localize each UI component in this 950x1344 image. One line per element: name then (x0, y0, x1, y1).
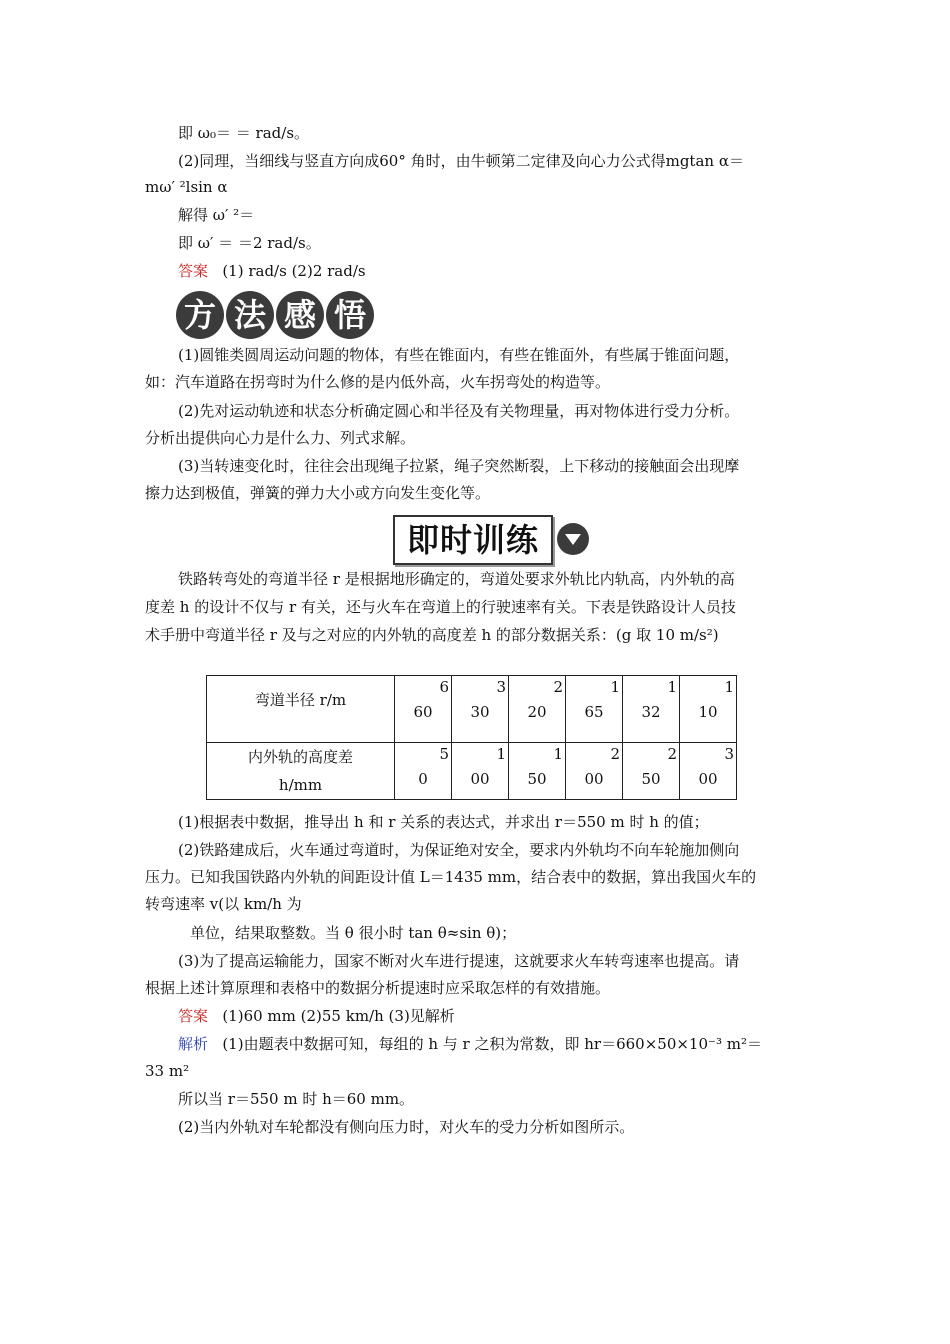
table-cell: 1 65 (566, 676, 623, 743)
analysis-line-3: 所以当 r＝550 m 时 h＝60 mm。 (178, 1090, 415, 1108)
derivation-line-1: 即 ω₀＝ ＝ rad/s。 (178, 124, 310, 142)
table-row (207, 676, 737, 743)
practice-heading: 即时训练 (393, 515, 553, 565)
table-cell: 1 10 (680, 676, 737, 743)
table-cell: 1 50 (509, 743, 566, 800)
table-header-radius (207, 676, 395, 743)
method-heading-char-4: 悟 (326, 291, 374, 339)
answer-text: (1) rad/s (2)2 rad/s (222, 262, 366, 280)
derivation-line-2: (2)同理，当细线与竖直方向成60° 角时，由牛顿第二定律及向心力公式得mgtan α＝ (178, 152, 744, 170)
question-1: (1)根据表中数据，推导出 h 和 r 关系的表达式，并求出 r＝550 m 时 h 的值； (178, 813, 709, 831)
radius-header-label: 弯道半径 r/m (254, 691, 347, 709)
table-cell: 5 0 (395, 743, 452, 800)
triangle-down-icon (557, 523, 589, 555)
data-table (206, 675, 737, 800)
method-heading-char-3: 感 (276, 291, 324, 339)
question-3a: (3)为了提高运输能力，国家不断对火车进行提速，这就要求火车转弯速率也提高。请 (178, 952, 740, 970)
derivation-line-5: 即 ω′ ＝ ＝2 rad/s。 (178, 234, 321, 252)
problem-line-2: 度差 h 的设计不仅与 r 有关，还与火车在弯道上的行驶速率有关。下表是铁路设计人员技 (145, 598, 736, 616)
method-p2a: (2)先对运动轨迹和状态分析确定圆心和半径及有关物理量，再对物体进行受力分析。 (178, 402, 740, 420)
derivation-line-4: 解得 ω′ ²＝ (178, 206, 255, 224)
table-cell: 1 00 (452, 743, 509, 800)
analysis-text-1: (1)由题表中数据可知，每组的 h 与 r 之积为常数，即 hr＝660×50×10⁻³ m²＝ (222, 1035, 762, 1053)
answer-line-2 (178, 1003, 455, 1029)
method-heading (176, 291, 374, 339)
analysis-line-4: (2)当内外轨对车轮都没有侧向压力时，对火车的受力分析如图所示。 (178, 1118, 635, 1136)
table-cell: 2 20 (509, 676, 566, 743)
question-2b: 压力。已知我国铁路内外轨的间距设计值 L＝1435 mm，结合表中的数据，算出我国火车的 (145, 868, 757, 886)
method-p1a: (1)圆锥类圆周运动问题的物体，有些在锥面内，有些在锥面外，有些属于锥面问题， (178, 346, 740, 364)
table-cell: 1 32 (623, 676, 680, 743)
method-heading-char-2: 法 (226, 291, 274, 339)
derivation-line-3: mω′ ²lsin α (145, 178, 228, 196)
table-row (207, 743, 737, 800)
table-cell: 2 50 (623, 743, 680, 800)
answer-label: 答案 (178, 262, 209, 280)
answer-label-2: 答案 (178, 1007, 209, 1025)
height-header-label-b: h/mm (278, 776, 323, 794)
answer-line-1 (178, 258, 366, 284)
table-header-height (207, 743, 395, 800)
question-2d: 单位，结果取整数。当 θ 很小时 tan θ≈sin θ)； (190, 924, 517, 942)
table-cell: 2 00 (566, 743, 623, 800)
height-header-label-a: 内外轨的高度差 (247, 748, 353, 766)
analysis-label: 解析 (178, 1035, 209, 1053)
method-p3b: 擦力达到极值，弹簧的弹力大小或方向发生变化等。 (145, 484, 491, 502)
analysis-line-2: 33 m² (145, 1062, 190, 1080)
method-heading-char-1: 方 (176, 291, 224, 339)
question-2a: (2)铁路建成后，火车通过弯道时，为保证绝对安全，要求内外轨均不向车轮施加侧向 (178, 841, 740, 859)
analysis-line-1 (178, 1031, 762, 1057)
method-p2b: 分析出提供向心力是什么力、列式求解。 (145, 429, 416, 447)
table-cell: 6 60 (395, 676, 452, 743)
method-p1b: 如：汽车道路在拐弯时为什么修的是内低外高，火车拐弯处的构造等。 (145, 373, 611, 391)
question-3b: 根据上述计算原理和表格中的数据分析提速时应采取怎样的有效措施。 (145, 979, 611, 997)
problem-line-3: 术手册中弯道半径 r 及与之对应的内外轨的高度差 h 的部分数据关系：(g 取 10 m/s²) (145, 626, 719, 644)
question-2c: 转弯速率 v(以 km/h 为 (145, 895, 302, 913)
answer-text-2: (1)60 mm (2)55 km/h (3)见解析 (222, 1007, 455, 1025)
method-p3a: (3)当转速变化时，往往会出现绳子拉紧，绳子突然断裂，上下移动的接触面会出现摩 (178, 457, 740, 475)
table-cell: 3 00 (680, 743, 737, 800)
table-cell: 3 30 (452, 676, 509, 743)
problem-line-1: 铁路转弯处的弯道半径 r 是根据地形确定的，弯道处要求外轨比内轨高，内外轨的高 (178, 570, 735, 588)
